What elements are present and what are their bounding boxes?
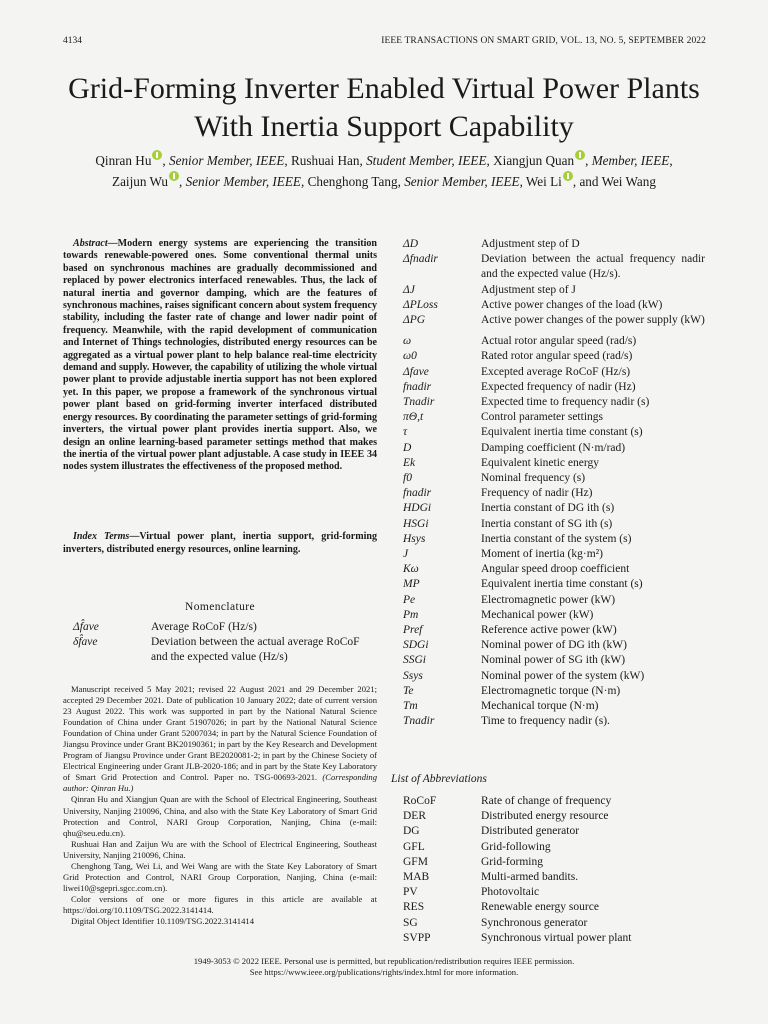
copyright-line-2: See https://www.ieee.org/publications/rights/index.html for more information. (249, 967, 519, 978)
nomenclature-symbol: fnadir (403, 487, 432, 500)
nomenclature-description: Electromagnetic torque (N·m) (481, 684, 621, 697)
nomenclature-entry (73, 635, 377, 665)
nomenclature-description: Excepted average RoCoF (Hz/s) (481, 365, 631, 378)
abstract-lead: Abstract (73, 238, 108, 249)
nomenclature-symbol: HDGi (403, 502, 432, 515)
nomenclature-description: Inertia constant of the system (s) (481, 532, 632, 545)
abbreviation-entry-symbol: SG (403, 916, 418, 929)
nomenclature-description: Equivalent inertia time constant (s) (481, 578, 643, 591)
author-role: Senior Member, IEEE (404, 174, 520, 189)
paper-title: Grid-Forming Inverter Enabled Virtual Power Plants With Inertia Support Capability (68, 72, 700, 143)
index-terms (63, 531, 377, 556)
nomenclature-symbol: Hsys (403, 532, 426, 545)
nomenclature-symbol: ω (403, 335, 412, 348)
nomenclature-symbol: δf̂ave (73, 636, 98, 648)
nomenclature-description: Equivalent kinetic energy (481, 456, 599, 469)
nomenclature-symbol: Ssys (403, 669, 423, 682)
author-list: Qinran Hu , Senior Member, IEEE, Rushuai Han, Student Member, IEEE, Xiangjun Quan , Member, IEEE, Zaijun Wu , Senior Member, IEEE, Chenghong Tang, Senior Member, IEEE, Wei Li , and Wei Wang (40, 150, 728, 192)
nomenclature-symbol: ω0 (403, 350, 417, 363)
nomenclature-entry (73, 620, 377, 635)
author-name: Wei Wang (601, 174, 656, 189)
nomenclature-description: Adjustment step of J (481, 283, 576, 296)
nomenclature-symbol: D (403, 441, 412, 454)
author-name: Xiangjun Quan (493, 153, 575, 168)
nomenclature-description: Nominal power of DG ith (kW) (481, 639, 627, 652)
nomenclature-entry (403, 517, 705, 532)
nomenclature-symbol: Ek (403, 456, 416, 469)
abbreviation-entry-symbol: PV (403, 886, 418, 899)
nomenclature-entry (403, 283, 705, 298)
nomenclature-symbol: fnadir (403, 380, 432, 393)
abbreviation-entry-symbol: RoCoF (403, 795, 437, 807)
abbreviations-heading: List of Abbreviations (391, 773, 487, 785)
footnote (63, 684, 377, 927)
nomenclature-entry (403, 410, 705, 425)
copyright-notice (40, 956, 728, 978)
nomenclature-entry (403, 653, 705, 668)
abstract-text: —Modern energy systems are experiencing the transition towards renewable-powered ones. Some conventional thermal units based on synchronous machines are gradually decommissioned and replaced by power electronics interfaced renewables. Thus, the lack of natural inertia and governor damping, which are the features of synchronous machines, raises significant concern about system frequency stability, including the faster rate of change and lower nadir point of frequency. Meanwhile, with the rapid development of communication and Internet of Things technologies, distributed energy resources can be aggregated as a virtual power plant to help balance real-time electricity demand and supply. However, the capability of utilizing the whole virtual power plant to provide adjustable inertia support has not been explored yet. In this paper, we propose a framework of the synchronous virtual power plant based on grid-forming inverter interfaced distributed energy resources. By coordinating the parameter settings of grid-forming inverters, the virtual power plant provides inertia support. Also, we design an online learning-based parameter settings method that makes the inertia of the virtual power plant adjustable. A case study in IEEE 34 nodes system illustrates the effectiveness of the proposed method. (63, 238, 377, 473)
nomenclature-description: Damping coefficient (N·m/rad) (481, 441, 626, 454)
footnote-doi: Digital Object Identifier 10.1109/TSG.2022.3141414 (71, 915, 254, 926)
nomenclature-symbol: HSGi (403, 517, 429, 530)
nomenclature-symbol: ΔJ (403, 283, 415, 296)
abbreviation-entry-symbol: DER (403, 810, 426, 823)
nomenclature-symbol: f0 (403, 472, 412, 485)
nomenclature-entry (403, 532, 705, 547)
page-number: 4134 (63, 36, 82, 46)
nomenclature-description: Deviation between the actual average RoCoF and the expected value (Hz/s) (151, 636, 360, 663)
abbreviation-entry-symbol: GFL (403, 840, 425, 853)
abbreviation-entry (403, 840, 705, 855)
author-role: Senior Member, IEEE (169, 153, 285, 168)
author-name: Wei Li (525, 174, 562, 189)
abbreviation-entry (403, 794, 705, 809)
abbreviation-entry-description: Synchronous generator (481, 916, 588, 929)
index-terms-lead: Index Terms (73, 531, 130, 542)
nomenclature-heading: Nomenclature (185, 601, 255, 613)
abbreviation-entry-description: Distributed generator (481, 825, 580, 838)
author-name: Zaijun Wu (112, 174, 169, 189)
abbreviation-entry (403, 855, 705, 870)
nomenclature-left-list (73, 620, 377, 665)
abbreviation-entry-symbol: MAB (403, 871, 430, 884)
abbreviation-entry (403, 885, 705, 900)
footnote-affiliation-3: Chenghong Tang, Wei Li, and Wei Wang are with the State Key Laboratory of Smart Grid Protection and Control, NARI Group Corporation, Nanjing, China (e-mail: liwei10@sgepri.sgcc.com.cn). (63, 860, 377, 893)
author-name: Rushuai Han (290, 153, 360, 168)
copyright-line-1: 1949-3053 © 2022 IEEE. Personal use is permitted, but republication/redistribution requires IEEE permission. (193, 956, 575, 966)
nomenclature-entry (403, 237, 705, 252)
nomenclature-entry (403, 425, 705, 440)
abbreviation-entry-description: Photovoltaic (481, 886, 540, 899)
nomenclature-right-list (403, 237, 705, 730)
nomenclature-description: Expected frequency of nadir (Hz) (481, 380, 636, 393)
nomenclature-entry (403, 298, 705, 313)
nomenclature-description: Active power changes of the power supply (kW) (481, 314, 705, 327)
abbreviation-entry-description: Multi-armed bandits. (481, 871, 579, 884)
abbreviation-entry-description: Distributed energy resource (481, 810, 609, 823)
abbreviation-entry-symbol: RES (403, 901, 425, 914)
nomenclature-entry (403, 486, 705, 501)
abbreviation-entry (403, 824, 705, 839)
nomenclature-entry (403, 441, 705, 456)
abbreviation-entry (403, 900, 705, 915)
author-role: Member, IEEE (591, 153, 670, 168)
nomenclature-description: Electromagnetic power (kW) (481, 593, 616, 606)
nomenclature-symbol: Kω (403, 563, 419, 576)
nomenclature-entry (403, 395, 705, 410)
nomenclature-entry (403, 699, 705, 714)
nomenclature-entry (403, 334, 705, 349)
nomenclature-symbol: Tnadir (403, 396, 435, 409)
abbreviation-entry-description: Synchronous virtual power plant (481, 931, 632, 944)
nomenclature-description: Mechanical torque (N·m) (481, 700, 599, 713)
abbreviation-entry (403, 870, 705, 885)
nomenclature-symbol: Pm (403, 608, 419, 621)
nomenclature-symbol: Δfave (403, 365, 429, 378)
abbreviation-entry (403, 931, 705, 946)
nomenclature-description: Reference active power (kW) (481, 624, 617, 637)
orcid-icon (563, 171, 573, 181)
nomenclature-description: Nominal power of SG ith (kW) (481, 654, 626, 667)
abbreviation-entry-description: Grid-forming (481, 855, 543, 868)
nomenclature-symbol: J (403, 548, 409, 561)
nomenclature-entry (403, 577, 705, 592)
journal-header: IEEE TRANSACTIONS ON SMART GRID, VOL. 13, NO. 5, SEPTEMBER 2022 (381, 36, 706, 46)
nomenclature-symbol: SDGi (403, 639, 429, 652)
nomenclature-entry (403, 714, 705, 729)
nomenclature-entry (403, 252, 705, 282)
nomenclature-symbol: MP (403, 578, 420, 591)
nomenclature-entry (403, 471, 705, 486)
abbreviation-entry-description: Renewable energy source (481, 901, 599, 914)
nomenclature-description: Actual rotor angular speed (rad/s) (481, 335, 637, 348)
nomenclature-symbol: SSGi (403, 654, 426, 667)
nomenclature-description: Adjustment step of D (481, 238, 580, 250)
nomenclature-symbol: Δfnadir (403, 253, 438, 266)
orcid-icon (169, 171, 179, 181)
footnote-manuscript: Manuscript received 5 May 2021; revised 22 August 2021 and 29 December 2021; accepted 29 December 2021. Date of publication 10 January 2022; date of current version 23 August 2022. This work was supported in part by the National Natural Science Foundation of China under Grant 51907026; in part by the National Natural Science Foundation of China under Grant 52007034; in part by the Natural Science Foundation of Jiangsu Province under Grant BK20190361; in part by the Key Research and Development Program of Jiangsu Province under Grant BE2020081-2; in part by the Chinese Society of Electrical Engineering under Grant JLB-2020-186; and in part by the State Key Laboratory of Smart Grid Protection and Control. Paper no. TSG-00693-2021. (Corresponding author: Qinran Hu.) (63, 684, 377, 794)
nomenclature-description: Time to frequency nadir (s). (481, 715, 610, 728)
nomenclature-symbol: Pe (403, 593, 416, 606)
author-role: Student Member, IEEE (366, 153, 487, 168)
nomenclature-description: Equivalent inertia time constant (s) (481, 426, 643, 439)
nomenclature-description: Expected time to frequency nadir (s) (481, 396, 650, 409)
nomenclature-entry (403, 456, 705, 471)
nomenclature-description: Average RoCoF (Hz/s) (151, 621, 257, 633)
nomenclature-symbol: Tnadir (403, 715, 435, 728)
nomenclature-entry (403, 313, 705, 328)
footnote-affiliation-1: Qinran Hu and Xiangjun Quan are with the School of Electrical Engineering, Southeast University, Nanjing 210096, China, and also with the State Key Laboratory of Smart Grid Protection and Control, NARI Group Corporation, Nanjing, China (e-mail: qhu@seu.edu.cn). (63, 794, 377, 838)
nomenclature-entry (403, 638, 705, 653)
abbreviation-entry-symbol: DG (403, 825, 420, 838)
nomenclature-entry (403, 623, 705, 638)
nomenclature-entry (403, 562, 705, 577)
nomenclature-entry (403, 380, 705, 395)
nomenclature-description: Angular speed droop coefficient (481, 563, 630, 576)
abbreviations-list (403, 794, 705, 946)
nomenclature-description: Inertia constant of SG ith (s) (481, 517, 613, 530)
abbreviation-entry-symbol: GFM (403, 855, 428, 868)
orcid-icon (575, 150, 585, 160)
nomenclature-description: Nominal power of the system (kW) (481, 669, 645, 682)
nomenclature-description: Mechanical power (kW) (481, 608, 594, 621)
nomenclature-entry (403, 684, 705, 699)
nomenclature-description: Control parameter settings (481, 411, 603, 424)
author-name: Chenghong Tang (307, 174, 398, 189)
index-terms-text: —Virtual power plant, inertia support, grid-forming inverters, distributed energy resources, online learning. (63, 531, 378, 555)
abstract (63, 238, 377, 474)
nomenclature-symbol: ΔD (403, 238, 419, 250)
nomenclature-symbol: τ (403, 426, 408, 439)
nomenclature-symbol: Δf̂ave (73, 621, 99, 633)
nomenclature-entry (403, 547, 705, 562)
abbreviation-entry-description: Rate of change of frequency (481, 795, 612, 807)
nomenclature-entry (403, 608, 705, 623)
nomenclature-symbol: Pref (403, 624, 423, 637)
author-name: Qinran Hu (95, 153, 152, 168)
nomenclature-description: Deviation between the actual frequency nadir and the expected value (Hz/s). (481, 253, 705, 281)
abbreviation-entry-description: Grid-following (481, 840, 551, 853)
nomenclature-entry (403, 593, 705, 608)
nomenclature-symbol: ΔPG (403, 314, 426, 327)
nomenclature-description: Inertia constant of DG ith (s) (481, 502, 615, 515)
nomenclature-entry (403, 349, 705, 364)
nomenclature-symbol: ΔPLoss (403, 298, 438, 311)
nomenclature-entry (403, 501, 705, 516)
nomenclature-symbol: πΘ,t (403, 411, 424, 424)
nomenclature-symbol: Tm (403, 700, 418, 713)
nomenclature-description: Active power changes of the load (kW) (481, 298, 663, 311)
nomenclature-entry (403, 669, 705, 684)
nomenclature-description: Moment of inertia (kg·m²) (481, 548, 603, 561)
author-role: Senior Member, IEEE (185, 174, 301, 189)
abbreviation-entry-symbol: SVPP (403, 931, 431, 944)
corresponding-author: (Corresponding author: Qinran Hu.) (63, 772, 377, 794)
abbreviation-entry (403, 916, 705, 931)
nomenclature-entry (403, 365, 705, 380)
nomenclature-description: Rated rotor angular speed (rad/s) (481, 350, 633, 363)
orcid-icon (152, 150, 162, 160)
footnote-color-note: Color versions of one or more figures in this article are available at https://doi.org/10.1109/TSG.2022.3141414. (63, 893, 377, 915)
nomenclature-description: Frequency of nadir (Hz) (481, 487, 593, 500)
footnote-affiliation-2: Rushuai Han and Zaijun Wu are with the School of Electrical Engineering, Southeast University, Nanjing 210096, China. (63, 838, 377, 860)
nomenclature-description: Nominal frequency (s) (481, 472, 586, 485)
nomenclature-symbol: Te (403, 684, 414, 697)
abbreviation-entry (403, 809, 705, 824)
